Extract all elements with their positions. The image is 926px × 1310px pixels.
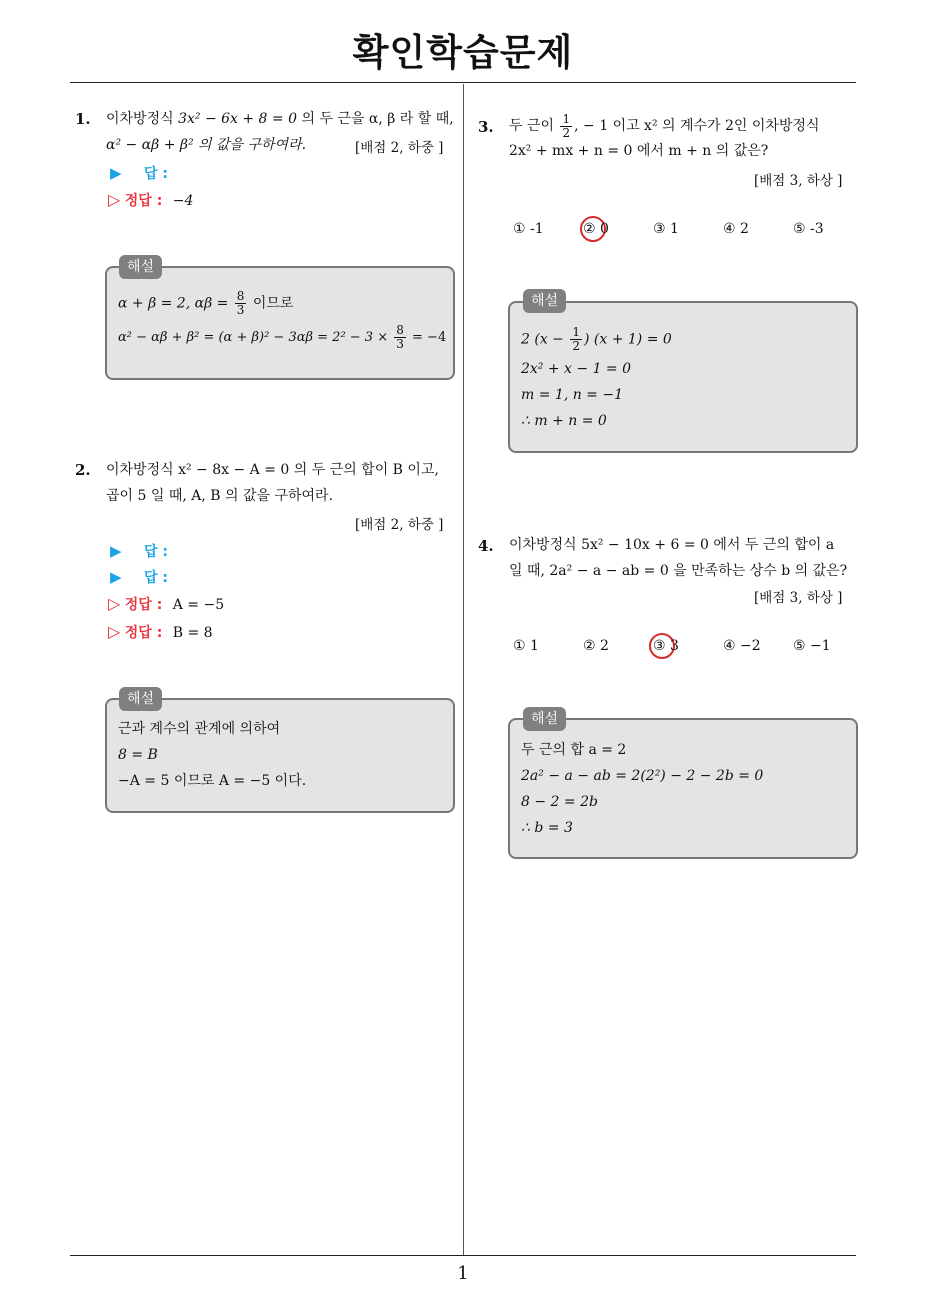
option-3[interactable]: ③ 1 bbox=[653, 221, 679, 237]
solution-line: 2 (x − $\frac{1}{2}$ ) (x + 1) = 0 bbox=[521, 325, 672, 353]
correct-answer-row bbox=[108, 594, 224, 614]
solution-line: −A = 5 이므로 A = −5 이다. bbox=[118, 773, 307, 789]
question-number: 2. bbox=[75, 461, 91, 479]
question-text: 이차방정식 x² − 8x − A = 0 의 두 근의 합이 B 이고, 곱이 5 일 때, A, B 의 값을 구하여라. bbox=[106, 462, 439, 504]
option-5[interactable]: ⑤ −1 bbox=[793, 638, 831, 654]
fraction: $\frac{8}{3}$ bbox=[236, 289, 245, 317]
score-label: [배점 3, 하상 ] bbox=[754, 590, 843, 606]
play-arrow-icon: ▶ bbox=[110, 568, 122, 586]
question-number: 1. bbox=[75, 110, 91, 128]
solution-line: ∴ m + n = 0 bbox=[521, 413, 607, 429]
answer-row bbox=[110, 541, 168, 561]
option-2[interactable]: ② 2 bbox=[583, 638, 609, 654]
outline-triangle-icon: ▷ bbox=[108, 594, 121, 613]
option-1[interactable]: ① -1 bbox=[513, 221, 544, 237]
option-3[interactable]: ③ 3 bbox=[653, 638, 679, 654]
solution-line: 2a² − a − ab = 2(2²) − 2 − 2b = 0 bbox=[521, 768, 764, 784]
correct-label: 정답 : bbox=[124, 625, 163, 641]
correct-label: 정답 : bbox=[124, 193, 163, 209]
option-4[interactable]: ④ −2 bbox=[723, 638, 761, 654]
question-number: 4. bbox=[478, 537, 494, 555]
score-label: [배점 2, 하중 ] bbox=[355, 517, 444, 533]
solution-tag: 해설 bbox=[523, 707, 566, 731]
answer-label: 답 : bbox=[144, 166, 168, 182]
score-label: [배점 2, 하중 ] bbox=[355, 140, 444, 156]
solution-line: 2x² + x − 1 = 0 bbox=[521, 361, 632, 377]
question-text: 이차방정식 5x² − 10x + 6 = 0 에서 두 근의 합이 a 일 때, 2a² − a − ab = 0 을 만족하는 상수 b 의 값은? bbox=[509, 537, 848, 579]
question-text: 이차방정식 3x² − 6x + 8 = 0 의 두 근을 α, β 라 할 때, α² − αβ + β² 의 값을 구하여라. bbox=[106, 111, 454, 153]
header-rule bbox=[70, 82, 856, 83]
fraction: $\frac{1}{2}$ bbox=[572, 325, 580, 353]
play-arrow-icon: ▶ bbox=[110, 164, 122, 182]
solution-line: m = 1, n = −1 bbox=[521, 387, 623, 403]
solution-tag: 해설 bbox=[119, 255, 162, 279]
play-arrow-icon: ▶ bbox=[110, 542, 122, 560]
solution-line: α² − αβ + β² = (α + β)² − 3αβ = 2² − 3 × $\frac{8}{3}$ = −4 bbox=[118, 323, 447, 351]
question-number: 3. bbox=[478, 118, 494, 136]
fraction: $\frac{8}{3}$ bbox=[396, 323, 404, 351]
footer-rule bbox=[70, 1255, 856, 1256]
option-1[interactable]: ① 1 bbox=[513, 638, 539, 654]
answer-label: 답 : bbox=[144, 570, 168, 586]
score-label: [배점 3, 하상 ] bbox=[754, 173, 843, 189]
solution-tag: 해설 bbox=[119, 687, 162, 711]
column-divider bbox=[463, 84, 464, 1256]
solution-line: 8 − 2 = 2b bbox=[521, 794, 598, 810]
correct-value: B = 8 bbox=[172, 625, 213, 641]
solution-line: 8 = B bbox=[118, 747, 158, 763]
correct-value: −4 bbox=[172, 193, 194, 209]
solution-line: ∴ b = 3 bbox=[521, 820, 573, 836]
solution-line: α + β = 2, αβ = $\frac{8}{3}$ 이므로 bbox=[118, 289, 294, 317]
option-4[interactable]: ④ 2 bbox=[723, 221, 749, 237]
option-5[interactable]: ⑤ -3 bbox=[793, 221, 824, 237]
outline-triangle-icon: ▷ bbox=[108, 190, 121, 209]
solution-line: 근과 계수의 관계에 의하여 bbox=[118, 721, 281, 737]
question-text: 두 근이 $\frac{1}{2}$ , − 1 이고 x² 의 계수가 2인 이차방정식 2x² + mx + n = 0 에서 m + n 의 값은? bbox=[509, 111, 820, 159]
correct-label: 정답 : bbox=[124, 597, 163, 613]
correct-value: A = −5 bbox=[172, 597, 225, 613]
answer-row bbox=[110, 163, 168, 183]
answer-row bbox=[110, 567, 168, 587]
solution-tag: 해설 bbox=[523, 289, 566, 313]
fraction: $\frac{1}{2}$ bbox=[562, 111, 571, 140]
answer-label: 답 : bbox=[144, 544, 168, 560]
solution-line: 두 근의 합 a = 2 bbox=[521, 742, 627, 758]
correct-answer-row bbox=[108, 622, 213, 642]
option-2[interactable]: ② 0 bbox=[583, 221, 609, 237]
page-number: 1 bbox=[457, 1263, 469, 1284]
page-title: 확인학습문제 bbox=[352, 31, 574, 74]
correct-answer-row bbox=[108, 190, 193, 210]
outline-triangle-icon: ▷ bbox=[108, 622, 121, 641]
